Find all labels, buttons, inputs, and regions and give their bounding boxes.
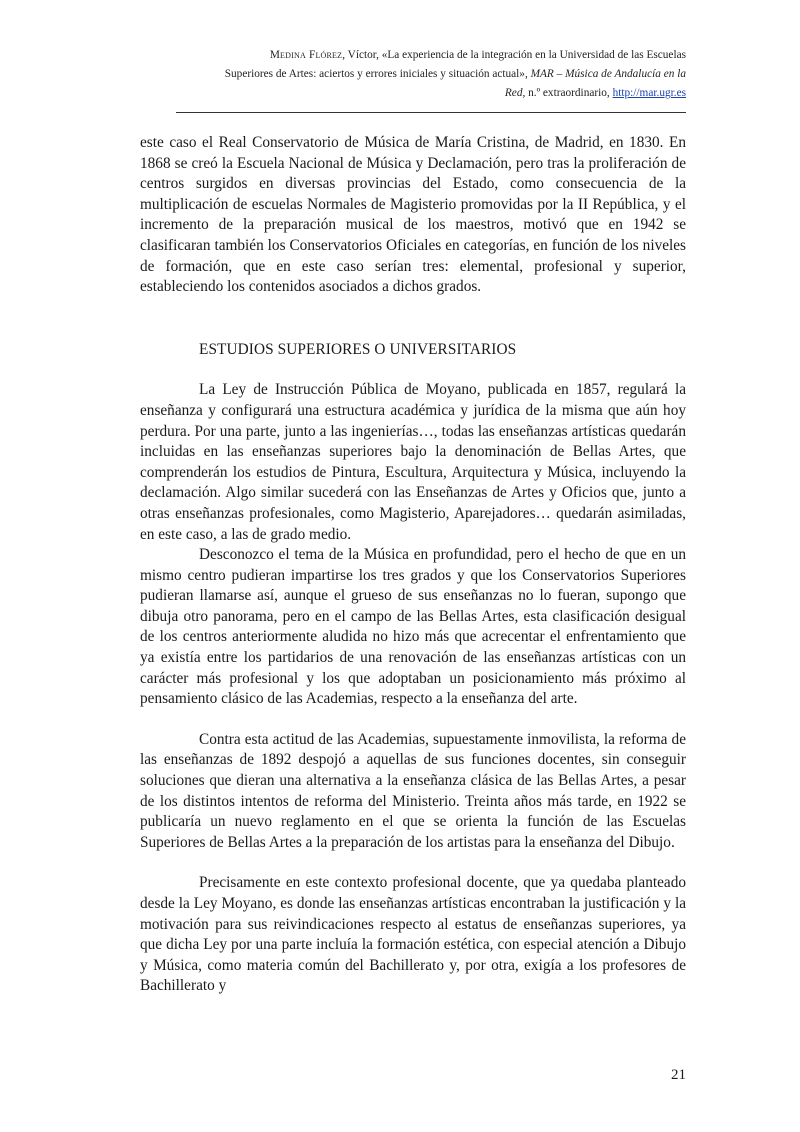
header-title-start: , Víctor, «La experiencia de la integración en la Universidad de las Escuelas	[342, 49, 686, 61]
header-line-2	[150, 65, 686, 84]
header-divider	[176, 112, 686, 113]
header-line-3	[150, 84, 686, 103]
paragraph: La Ley de Instrucción Pública de Moyano, publicada en 1857, regulará la enseñanza y configurará una estructura académica y jurídica de la misma que aún hoy perdura. Por una parte, junto a las ingenierías…, todas las enseñanzas artísticas quedarán incluidas en las enseñanzas superiores bajo la denominación de Bellas Artes, que comprenderán los estudios de Pintura, Escultura, Arquitectura y Música, incluyendo la declamación. Algo similar sucederá con las Enseñanzas de Artes y Oficios que, junto a otras enseñanzas profesionales, como Magisterio, Aparejadores… quedarán asimiladas, en este caso, a las de grado medio.	[140, 381, 686, 543]
paragraph: Precisamente en este contexto profesional docente, que ya quedaba planteado desde la Ley Moyano, es donde las enseñanzas artísticas encontraban la justificación y la motivación para sus reivindicaciones respecto al estatus de enseñanzas superiores, ya que dicha Ley por una parte incluía la formación estética, con especial atención a Dibujo y Música, como materia común del Bachillerato y, por otra, exigía a los profesores de Bachillerato y	[140, 874, 686, 995]
header-author: Medina Flórez	[269, 49, 343, 61]
page-number: 21	[671, 1067, 686, 1083]
section-heading: ESTUDIOS SUPERIORES O UNIVERSITARIOS	[199, 340, 517, 358]
paragraph: Desconozco el tema de la Música en profundidad, pero el hecho de que en un mismo centro pudieran impartirse los tres grados y que los Conservatorios Superiores pudieran llamarse así, aunque el grueso de sus enseñanzas no lo fueran, supongo que dibuja otro panorama, pero en el campo de las Bellas Artes, esta clasificación desigual de los centros anteriormente aludida no hizo más que acrecentar el enfrentamiento que ya existía entre los partidarios de una renovación de las enseñanzas artísticas con un carácter más profesional y los que adoptaban un posicionamiento más próximo al pensamiento clásico de las Academias, respecto a la enseñanza del arte.	[140, 546, 686, 708]
header-issue: n.º extraordinario,	[525, 87, 613, 99]
running-header	[150, 46, 686, 103]
journal-link[interactable]: http://mar.ugr.es	[612, 87, 686, 99]
header-journal: MAR – Música de Andalucía en la	[530, 68, 686, 80]
header-journal-end: Red,	[504, 87, 526, 99]
paragraph-continued: este caso el Real Conservatorio de Música de María Cristina, de Madrid, en 1830. En 1868 se creó la Escuela Nacional de Música y Declamación, pero tras la proliferación de centros surgidos en diversas provincias del Estado, como consecuencia de la multiplicación de escuelas Normales de Magisterio promovidas por la II República, y el incremento de la preparación musical de los maestros, motivó que en 1942 se clasificaran también los Conservatorios Oficiales en categorías, en función de los niveles de formación, que en este caso serían tres: elemental, profesional y superior, estableciendo los contenidos asociados a dichos grados.	[140, 134, 686, 296]
header-line-1	[150, 46, 686, 65]
header-title-end: Superiores de Artes: aciertos y errores iniciales y situación actual»,	[224, 68, 528, 80]
paragraph: Contra esta actitud de las Academias, supuestamente inmovilista, la reforma de las enseñanzas de 1892 despojó a aquellas de sus funciones docentes, sin conseguir soluciones que dieran una alternativa a la enseñanza clásica de las Bellas Artes, a pesar de los distintos intentos de reforma del Ministerio. Treinta años más tarde, en 1922 se publicaría un nuevo reglamento en el que se orienta la función de las Escuelas Superiores de Bellas Artes a la preparación de los artistas para la enseñanza del Dibujo.	[140, 730, 686, 851]
article-body	[140, 133, 686, 997]
